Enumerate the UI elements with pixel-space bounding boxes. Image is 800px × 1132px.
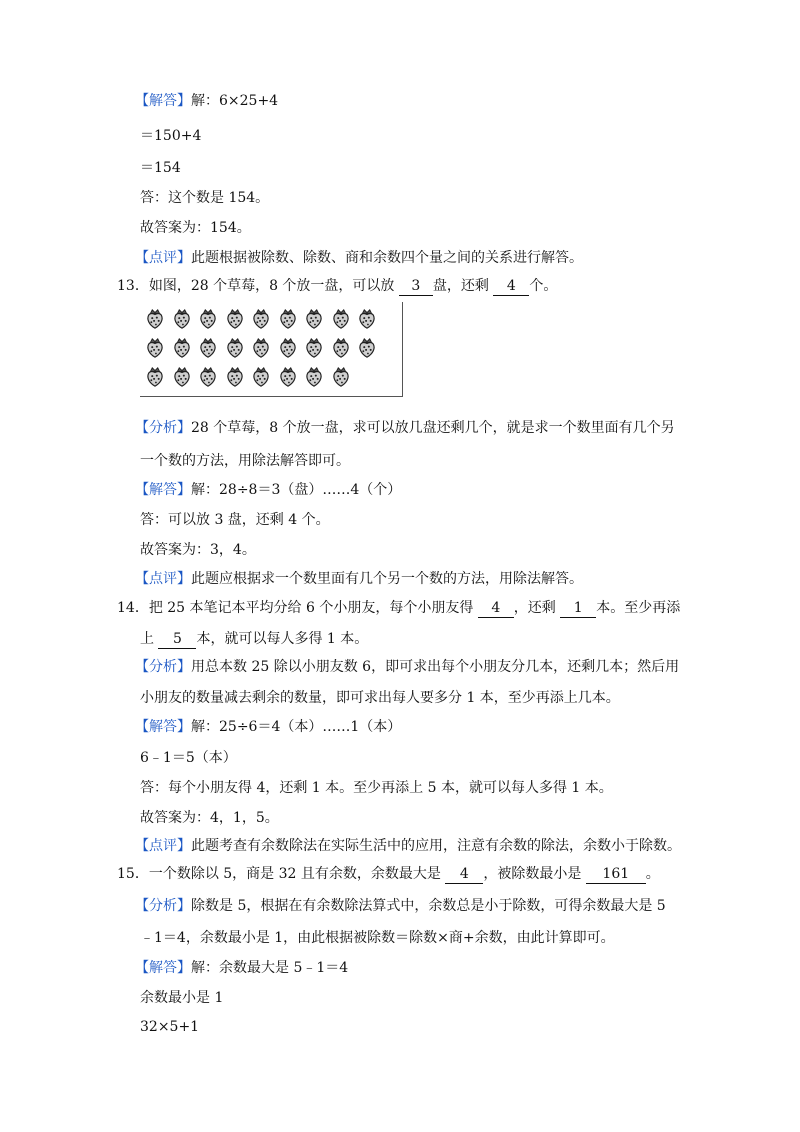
solution-tag: 【解答】 xyxy=(135,960,191,976)
solution-text: 解：余数最大是 5﹣1＝4 xyxy=(191,960,349,976)
q14-comment-line xyxy=(135,836,681,856)
analysis-text: 28 个草莓，8 个放一盘，求可以放几盘还剩几个，就是求一个数里面有几个另 xyxy=(191,420,675,436)
q15-blank-1: 4 xyxy=(445,865,483,884)
q14-solution-line xyxy=(135,717,401,737)
q13-mid: 盘，还剩 xyxy=(432,278,494,294)
solution-tag: 【解答】 xyxy=(135,719,191,735)
q14-answer: 答：每个小朋友得 4，还剩 1 本。至少再添上 5 本，就可以每人多得 1 本。 xyxy=(140,780,613,796)
strawberry-icon xyxy=(277,366,299,388)
strawberry-icon xyxy=(277,337,299,359)
q12-step-2: ＝150+4 xyxy=(140,128,202,144)
q15-step-2: 余数最小是 1 xyxy=(140,990,224,1006)
q14-analysis-2: 小朋友的数量减去剩余的数量，即可求出每人要多分 1 本，至少再添上几本。 xyxy=(140,690,620,706)
q14-mid-1: ，还剩 xyxy=(513,600,561,616)
strawberry-icon xyxy=(250,337,272,359)
strawberry-icon xyxy=(303,366,325,388)
q12-answer: 答：这个数是 154。 xyxy=(140,190,270,206)
q14-step-2: 6﹣1＝5（本） xyxy=(140,750,237,766)
comment-text: 此题根据被除数、除数、商和余数四个量之间的关系进行解答。 xyxy=(191,250,583,266)
q14-line2-prefix: 上 xyxy=(140,631,159,647)
q13-answer: 答：可以放 3 盘，还剩 4 个。 xyxy=(140,512,330,528)
strawberry-icon xyxy=(277,308,299,330)
comment-text: 此题考查有余数除法在实际生活中的应用，注意有余数的除法，余数小于除数。 xyxy=(191,838,681,854)
q13-blank-1: 3 xyxy=(399,277,433,296)
comment-text: 此题应根据求一个数里面有几个另一个数的方法，用除法解答。 xyxy=(191,571,583,587)
q13-prefix: 13．如图，28 个草莓，8 个放一盘，可以放 xyxy=(117,278,399,294)
strawberry-icon xyxy=(224,308,246,330)
q12-step-3: ＝154 xyxy=(140,160,181,176)
q15-question xyxy=(117,864,660,884)
strawberry-icon xyxy=(171,308,193,330)
q14-blank-3: 5 xyxy=(158,630,196,649)
q13-solution-line xyxy=(135,480,401,500)
strawberry-icon xyxy=(356,308,378,330)
q14-mid-2: 本。至少再添 xyxy=(596,600,681,616)
analysis-tag: 【分析】 xyxy=(135,420,191,436)
strawberry-icon xyxy=(224,366,246,388)
q15-blank-2: 161 xyxy=(586,865,646,884)
q15-mid: ，被除数最小是 xyxy=(483,866,586,882)
strawberry-icon xyxy=(171,337,193,359)
strawberry-icon xyxy=(356,337,378,359)
solution-tag: 【解答】 xyxy=(135,482,191,498)
q12-comment-line xyxy=(135,248,583,268)
q15-solution-line xyxy=(135,958,348,978)
analysis-tag: 【分析】 xyxy=(135,898,191,914)
strawberry-icon xyxy=(303,337,325,359)
comment-tag: 【点评】 xyxy=(135,250,191,266)
solution-tag: 【解答】 xyxy=(135,93,191,109)
analysis-text: 除数是 5，根据在有余数除法算式中，余数总是小于除数，可得余数最大是 5 xyxy=(191,898,666,914)
q13-analysis-1 xyxy=(135,418,675,438)
analysis-text: 用总本数 25 除以小朋友数 6，即可求出每个小朋友分几本，还剩几本；然后用 xyxy=(191,659,680,675)
q14-final: 故答案为：4，1，5。 xyxy=(140,810,279,826)
strawberry-icon xyxy=(303,308,325,330)
q14-blank-1: 4 xyxy=(478,599,514,618)
strawberry-icon xyxy=(197,366,219,388)
solution-text: 解：6×25+4 xyxy=(191,93,279,109)
q14-blank-2: 1 xyxy=(560,599,596,618)
q13-final: 故答案为：3，4。 xyxy=(140,542,256,558)
strawberry-icon xyxy=(197,337,219,359)
q13-analysis-2: 一个数的方法，用除法解答即可。 xyxy=(140,453,350,469)
strawberry-icon xyxy=(197,308,219,330)
strawberry-icon xyxy=(171,366,193,388)
q15-analysis-1 xyxy=(135,896,666,916)
comment-tag: 【点评】 xyxy=(135,838,191,854)
q14-analysis-1 xyxy=(135,657,679,677)
strawberry-icon xyxy=(144,337,166,359)
q14-question-line-1 xyxy=(117,598,680,618)
q13-blank-2: 4 xyxy=(493,277,529,296)
strawberry-icon xyxy=(330,308,352,330)
q15-analysis-2: ﹣1＝4，余数最小是 1，由此根据被除数＝除数×商+余数，由此计算即可。 xyxy=(140,930,615,946)
analysis-tag: 【分析】 xyxy=(135,659,191,675)
q15-prefix: 15．一个数除以 5，商是 32 且有余数，余数最大是 xyxy=(117,866,446,882)
strawberry-icon xyxy=(330,366,352,388)
comment-tag: 【点评】 xyxy=(135,571,191,587)
q13-comment-line xyxy=(135,569,583,589)
strawberry-icon xyxy=(250,366,272,388)
q13-question xyxy=(117,276,557,296)
q14-prefix: 14．把 25 本笔记本平均分给 6 个小朋友，每个小朋友得 xyxy=(117,600,478,616)
strawberry-icon xyxy=(224,337,246,359)
q14-line2-suffix: 本，就可以每人多得 1 本。 xyxy=(196,631,369,647)
q15-step-3: 32×5+1 xyxy=(140,1019,200,1035)
strawberry-figure xyxy=(140,302,403,397)
solution-text: 解：25÷6＝4（本）……1（本） xyxy=(191,719,402,735)
strawberry-icon xyxy=(250,308,272,330)
strawberry-icon xyxy=(144,308,166,330)
strawberry-icon xyxy=(330,337,352,359)
solution-text: 解：28÷8＝3（盘）……4（个） xyxy=(191,482,402,498)
q12-solution-line xyxy=(135,91,278,111)
q15-suffix: 。 xyxy=(645,866,660,882)
q12-final: 故答案为：154。 xyxy=(140,220,251,236)
q14-question-line-2 xyxy=(140,629,368,649)
strawberry-icon xyxy=(144,366,166,388)
q13-suffix: 个。 xyxy=(529,278,558,294)
